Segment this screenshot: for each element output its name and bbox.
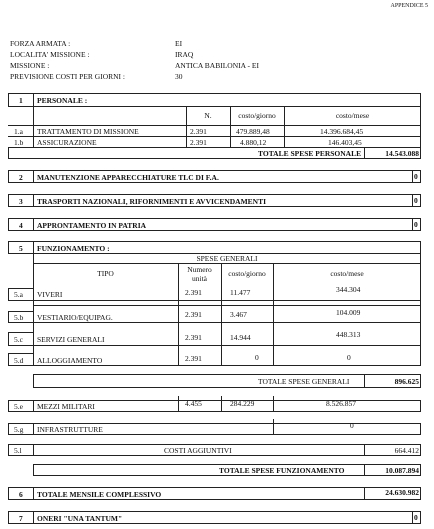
section-2-value: 0 [414, 172, 418, 181]
aggiuntivi-value: 664.412 [394, 446, 419, 455]
col-month-header: costo/mese [330, 269, 364, 278]
row-code: 5.b [14, 313, 24, 322]
missione-label: MISSIONE : [10, 61, 50, 70]
section-1-title: PERSONALE : [37, 96, 88, 105]
localita-label: LOCALITA' MISSIONE : [10, 50, 90, 59]
row-label: TRATTAMENTO DI MISSIONE [37, 127, 139, 136]
row-label: VIVERI [37, 290, 63, 299]
row-day: 14.944 [230, 333, 251, 342]
row-day: 0 [255, 353, 259, 362]
row-code: 1.b [14, 138, 24, 147]
row-month: 14.396.684,45 [320, 127, 364, 136]
row-month: 0 [347, 353, 351, 362]
funzionamento-total-value: 10.087.894 [385, 466, 419, 475]
personale-total-value: 14.543.088 [385, 149, 419, 158]
row-n: 2.391 [185, 288, 202, 297]
row-month: 0 [350, 421, 354, 430]
row-day: 11.477 [230, 288, 251, 297]
row-n: 2.391 [185, 310, 202, 319]
row-month: 104.009 [336, 308, 361, 317]
row-n: 2.391 [185, 333, 202, 342]
section-1-number: 1 [19, 96, 23, 105]
section-4-title: APPRONTAMENTO IN PATRIA [37, 221, 147, 230]
col-day-header: costo/giorno [238, 111, 276, 120]
section-6-value: 24.630.982 [385, 488, 419, 497]
section-4-value: 0 [414, 220, 418, 229]
row-code: 5.c [14, 335, 23, 344]
funzionamento-total-label: TOTALE SPESE FUNZIONAMENTO [219, 466, 345, 475]
col-numero-header: Numero [187, 265, 212, 274]
row-month: 448.313 [336, 330, 361, 339]
row-code: 5.g [14, 425, 24, 434]
col-tipo-header: TIPO [97, 269, 114, 278]
section-6-title: TOTALE MENSILE COMPLESSIVO [37, 490, 162, 499]
section-2-title: MANUTENZIONE APPARECCHIATURE TLC DI F.A. [37, 173, 219, 182]
row-label: VESTIARIO/EQUIPAG. [37, 313, 113, 322]
section-7-title: ONERI "UNA TANTUM" [37, 514, 123, 523]
section-7-value: 0 [414, 513, 418, 522]
row-day: 284.229 [230, 399, 255, 408]
section-6-number: 6 [19, 490, 23, 499]
row-label: MEZZI MILITARI [37, 402, 95, 411]
row-n: 2.391 [190, 127, 207, 136]
section-3-title: TRASPORTI NAZIONALI, RIFORNIMENTI E AVVICENDAMENTI [37, 197, 267, 206]
generali-total-label: TOTALE SPESE GENERALI [258, 377, 350, 386]
row-label: ALLOGGIAMENTO [37, 356, 103, 365]
row-day: 4.880,12 [240, 138, 267, 147]
row-n: 2.391 [190, 138, 207, 147]
section-4-number: 4 [19, 221, 23, 230]
section-3-number: 3 [19, 197, 23, 206]
row-code: 5.d [14, 356, 24, 365]
missione-value: ANTICA BABILONIA - EI [175, 61, 259, 70]
col-month-header: costo/mese [335, 111, 370, 120]
row-month: 146.403,45 [328, 138, 362, 147]
previsione-label: PREVISIONE COSTI PER GIORNI : [10, 72, 126, 81]
localita-value: IRAQ [175, 50, 194, 59]
personale-total-label: TOTALE SPESE PERSONALE [258, 149, 362, 158]
row-code: 5.a [14, 290, 23, 299]
section-3-value: 0 [414, 196, 418, 205]
col-day-header: costo/giorno [228, 269, 266, 278]
section-7-number: 7 [19, 514, 23, 523]
generali-total-box [33, 374, 421, 388]
section-5-title: FUNZIONAMENTO : [37, 244, 110, 253]
col-n-header: N. [204, 111, 212, 120]
row-n: 4.455 [185, 399, 202, 408]
forza-value: EI [175, 39, 183, 48]
row-day: 479.889,48 [236, 127, 270, 136]
forza-label: FORZA ARMATA : [10, 39, 71, 48]
section-5-number: 5 [19, 244, 23, 253]
row-label: COSTI AGGIUNTIVI [164, 446, 232, 455]
row-month: 8.526.857 [326, 399, 356, 408]
row-label: INFRASTRUTTURE [37, 425, 103, 434]
row-code: 5.e [14, 402, 23, 411]
col-unita-header: unità [192, 274, 207, 283]
previsione-value: 30 [175, 72, 183, 81]
row-month: 344.304 [336, 285, 361, 294]
row-n: 2.391 [185, 354, 202, 363]
section-2-number: 2 [19, 173, 23, 182]
generali-total-value: 896.625 [394, 377, 419, 386]
row-code: 1.a [14, 127, 23, 136]
row-code: 5.l [14, 446, 22, 455]
row-day: 3.467 [230, 310, 247, 319]
row-label: ASSICURAZIONE [37, 138, 97, 147]
row-label: SERVIZI GENERALI [37, 335, 105, 344]
spese-generali-heading: SPESE GENERALI [196, 254, 258, 263]
appendix-label: APPENDICE 5 [390, 3, 428, 9]
